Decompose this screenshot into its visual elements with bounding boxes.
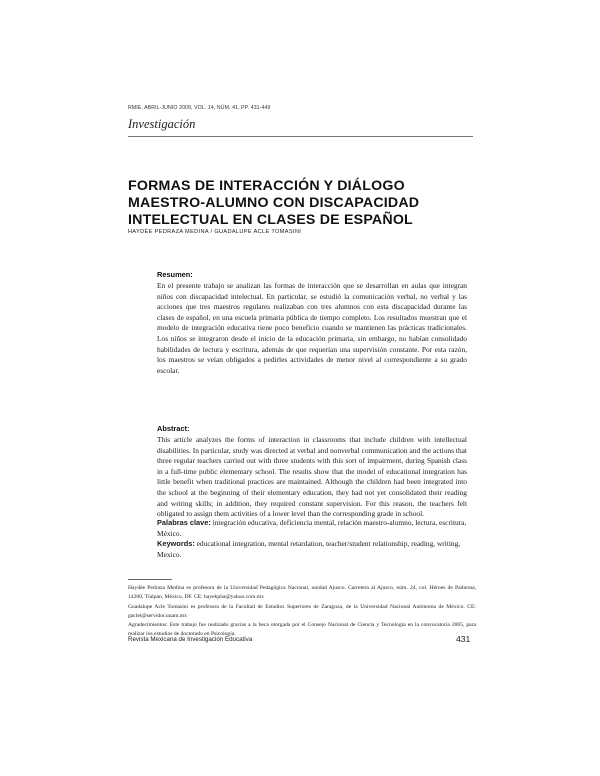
page-number: 431 — [456, 634, 471, 644]
article-title: FORMAS DE INTERACCIÓN Y DIÁLOGO MAESTRO-ALUMNO CON DISCAPACIDAD INTELECTUAL EN CLASES DE ESPAÑOL — [128, 178, 420, 228]
keywords-es-label: Palabras clave: — [157, 518, 211, 527]
abstract-text: This article analyzes the forms of interaction in classrooms that include children with intellectual disabilities. In particular, study was directed at verbal and nonverbal communication and the actions that three regular teachers carried out with three students with this sort of impairment, during Spanish class in a full-time public elementary school. The results show that the model of educational integration has little benefit when traditional practices are maintained. Although the children had been integrated into the school at the beginning of their elementary education, they had not yet consolidated their reading and writing skills; in addition, they required constant supervision. For this reason, the teachers felt obligated to assign them activities of a lower level than the corresponding grade in school. — [157, 435, 467, 519]
footnote-rule — [128, 579, 172, 580]
abstract-heading: Abstract: — [157, 424, 190, 433]
article-authors: HAYDÉE PEDRAZA MEDINA / GUADALUPE ACLE TOMASINI — [128, 229, 302, 235]
keywords-en-text: educational integration, mental retardation, teacher/student relationship, reading, writing, Mexico. — [157, 539, 461, 559]
footnote-author-1: Haydée Pedraza Medina es profesora de la Universidad Pedagógica Nacional, unidad Ajusco. Carretera al Ajusco, núm. 24, col. Héroes de Padierna, 14200, Tlalpan, México, DF. CE: hayekpha@yahoo.com.mx — [128, 585, 476, 600]
resumen-heading: Resumen: — [157, 270, 193, 279]
footnote-acknowledgment: Agradecimientos: Este trabajo fue realizado gracias a la beca otorgada por el Consejo Nacional de Ciencia y Tecnología en la convocatoria 2005, para realizar los estudios de doctorado en Psicología. — [128, 622, 476, 637]
keywords-es — [157, 518, 467, 539]
section-label: Investigación — [128, 117, 196, 131]
footnote-author-2: Guadalupe Acle Tomasini es profesora de la Facultad de Estudios Superiores de Zaragoza, de la Universidad Nacional Autónoma de México. CE: gaclet@servidor.unam.mx — [128, 604, 476, 619]
keywords-en — [157, 539, 467, 560]
footer-journal-name: Revista Mexicana de Investigación Educativa — [128, 636, 253, 643]
header-rule — [128, 136, 473, 137]
keywords-es-text: integración educativa, deficiencia mental, relación maestro-alumno, lectura, escritura, México. — [157, 518, 467, 538]
keywords-en-label: Keywords: — [157, 539, 195, 548]
journal-citation: RMIE, ABRIL-JUNIO 2009, VOL. 14, NÚM. 41, PP. 431-449 — [128, 105, 271, 111]
resumen-text: En el presente trabajo se analizan las formas de interacción que se desarrollan en aulas que integran niños con discapacidad intelectual. En particular, se estudió la comunicación verbal, no verbal y las acciones que tres maestros regulares realizaban con tres alumnos con esta discapacidad durante las clases de español, en una escuela primaria pública de tiempo completo. Los resultados muestran que el modelo de integración educativa tiene poco beneficio cuando se mantienen las prácticas tradicionales. Los niños se integraron desde el inicio de la educación primaria, sin embargo, no habían consolidado habilidades de lectura y escritura, además de que requerían una supervisión constante. Por esta razón, los maestros se veían obligados a pedirles actividades de menor nivel al correspondiente a su grado escolar. — [157, 281, 467, 375]
